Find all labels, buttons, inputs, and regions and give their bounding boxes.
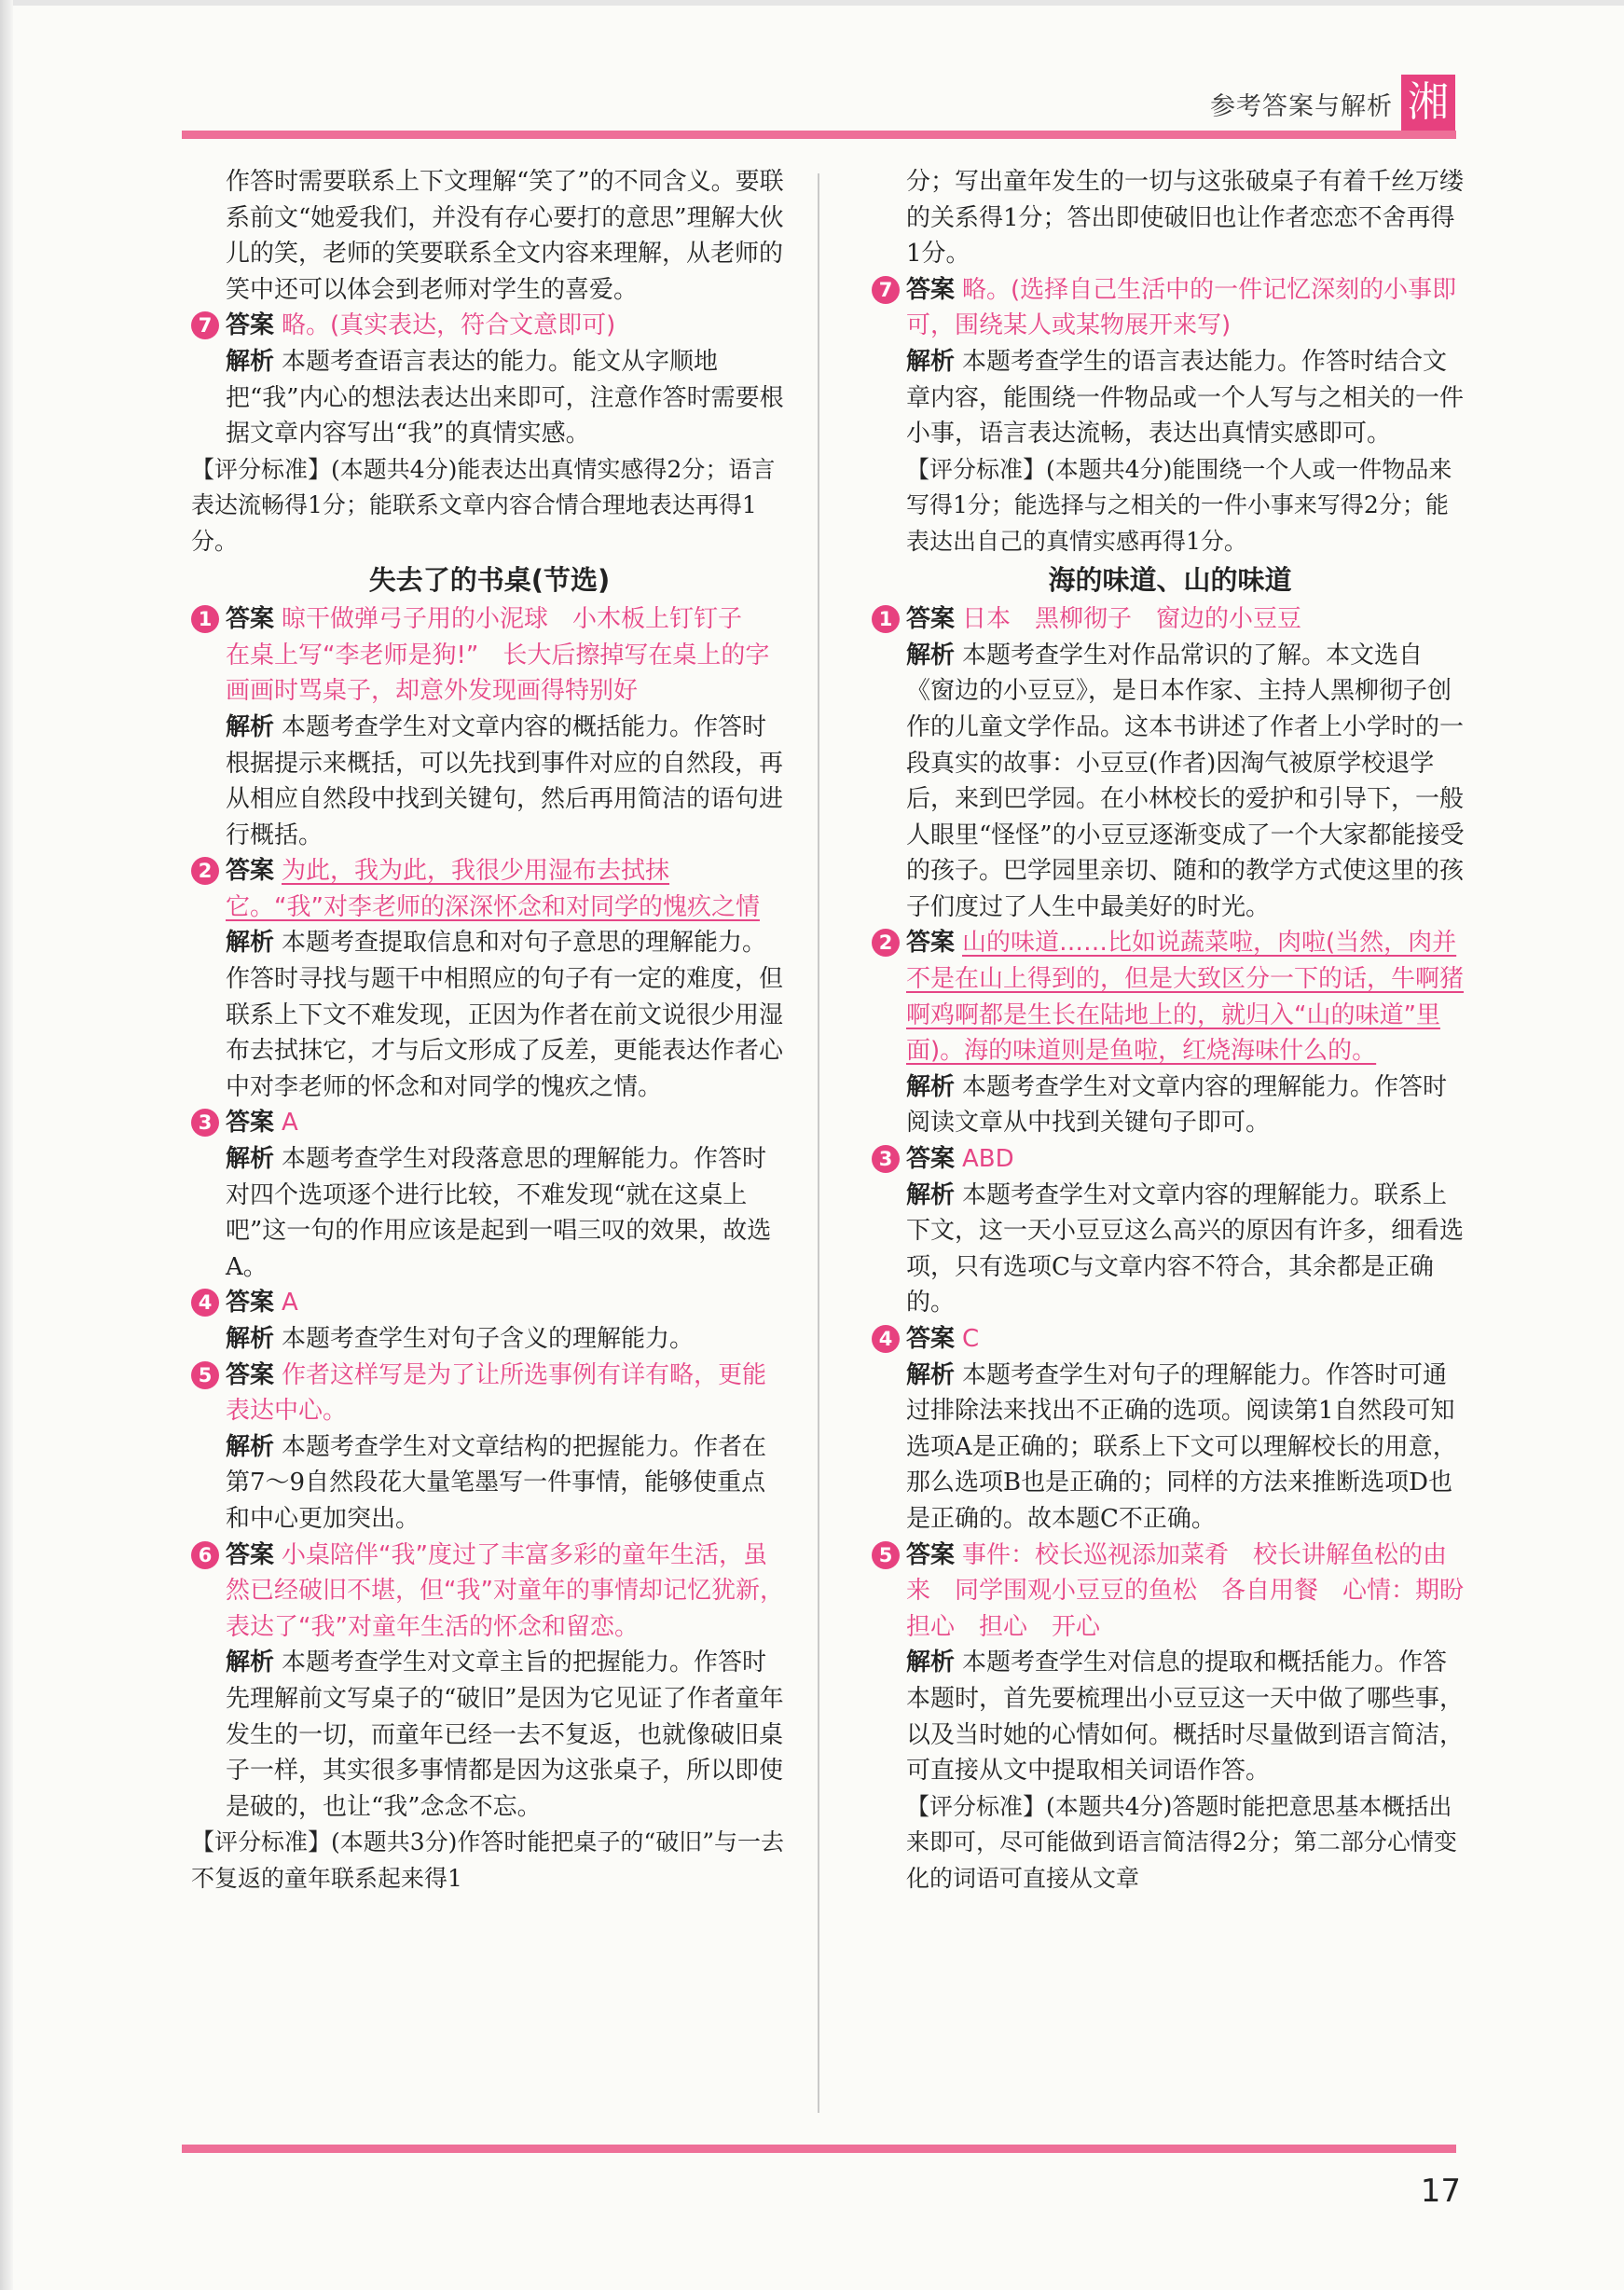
answer-label: 答案	[226, 1289, 275, 1317]
analysis-label: 解析	[226, 712, 275, 741]
left-column	[191, 164, 794, 1897]
question-number-badge: 7	[872, 276, 900, 304]
question-number-badge: 1	[872, 605, 900, 633]
section-title: 失去了的书桌(节选)	[368, 563, 611, 596]
answer-label: 答案	[226, 311, 275, 340]
analysis-label: 解析	[906, 1360, 956, 1389]
column-divider	[818, 173, 819, 2113]
analysis-text: 本题考查学生对作品常识的了解。本文选自《窗边的小豆豆》，是日本作家、主持人黑柳彻子创作的儿童文学作品。这本书讲述了作者上小学时的一段真实的故事：小豆豆(作者)因淘气被原学校退学后，来到巴学园。在小林校长的爱护和引导下，一般人眼里“怪怪”的小豆豆逐渐变成了一个大家都能接受的孩子。巴学园里亲切、随和的教学方式使这里的孩子们度过了人生中最美好的时光。	[906, 641, 1465, 921]
answer-text: 事件：校长巡视添加菜肴 校长讲解鱼松的由来 同学围观小豆豆的鱼松 各自用餐 心情：期盼 担心 担心 开心	[906, 1540, 1489, 1641]
analysis-label: 解析	[226, 1145, 275, 1174]
answer-text: 为此，我为此，我很少用湿布去拭抹它。“我”对李老师的深深怀念和对同学的愧疚之情	[226, 857, 760, 921]
analysis-label: 解析	[226, 1432, 275, 1461]
question-item	[872, 1141, 1468, 1321]
analysis-text: 本题考查提取信息和对句子意思的理解能力。作答时寻找与题干中相照应的句子有一定的难度，但联系上下文不难发现，正因为作者在前文说很少用湿布去拭抹它，才与后文形成了反差，更能表达作者心中对李老师的怀念和对同学的愧疚之情。	[226, 929, 784, 1101]
question-number-badge: 2	[191, 857, 219, 885]
question-item	[191, 1538, 788, 1826]
continued-scoring-standard: 分；写出童年发生的一切与这张破桌子有着千丝万缕的关系得1分；答出即使破旧也让作者恋恋不舍再得1分。	[906, 168, 1465, 269]
answer-label: 答案	[226, 1540, 275, 1569]
question-number-badge: 4	[191, 1289, 219, 1317]
question-item	[191, 853, 788, 1105]
question-item	[872, 1321, 1468, 1538]
answer-text: 晾干做弹弓子用的小泥球 小木板上钉钉子 在桌上写“李老师是狗!” 长大后擦掉写在桌上的字 画画时骂桌子，却意外发现画得特别好	[226, 605, 794, 706]
answer-label: 答案	[906, 1145, 956, 1174]
answer-label: 答案	[906, 605, 956, 634]
analysis-text: 本题考查学生对句子的理解能力。作答时可通过排除法来找出不正确的选项。阅读第1自然段可知选项A是正确的；联系上下文可以理解校长的用意，那么选项B也是正确的；同样的方法来推断选项D也是正确的。故本题C不正确。	[906, 1360, 1457, 1533]
answer-text: C	[962, 1325, 980, 1353]
analysis-text: 本题考查语言表达的能力。能文从字顺地把“我”内心的想法表达出来即可，注意作答时需要根据文章内容写出“我”的真情实感。	[226, 347, 784, 448]
analysis-label: 解析	[906, 1180, 956, 1209]
scoring-standard: 【评分标准】(本题共4分)能表达出真情实感得2分；语言表达流畅得1分；能联系文章内容合情合理地表达再得1分。	[191, 455, 776, 555]
question-number-badge: 5	[191, 1361, 219, 1389]
page-left-edge	[0, 0, 13, 2290]
question-item	[872, 1538, 1489, 1789]
question-number-badge: 3	[872, 1145, 900, 1173]
question-item	[872, 272, 1468, 452]
header-province-mark: 湘	[1401, 75, 1455, 131]
analysis-text: 本题考查学生对句子含义的理解能力。	[282, 1325, 695, 1353]
answer-text: 略。(选择自己生活中的一件记忆深刻的小事即可，围绕某人或某物展开来写)	[906, 275, 1457, 340]
analysis-label: 解析	[226, 1649, 275, 1677]
answer-text: A	[282, 1109, 298, 1138]
scoring-standard: 【评分标准】(本题共4分)答题时能把意思基本概括出来即可，尽可能做到语言简洁得2分；第二部分心情变化的词语可直接从文章	[906, 1792, 1457, 1892]
page-number: 17	[1420, 2173, 1461, 2210]
page-top-edge	[0, 0, 1624, 6]
answer-label: 答案	[906, 275, 956, 304]
question-item	[872, 925, 1468, 1141]
answer-text: ABD	[962, 1145, 1014, 1174]
question-number-badge: 3	[191, 1109, 219, 1137]
right-column	[872, 164, 1489, 1897]
answer-text: 略。(真实表达，符合文意即可)	[282, 311, 616, 340]
footer-rule	[182, 2145, 1456, 2153]
analysis-text: 本题考查学生对文章内容的理解能力。作答时阅读文章从中找到关键句子即可。	[906, 1072, 1448, 1138]
question-number-badge: 7	[191, 311, 219, 339]
analysis-text: 本题考查学生对信息的提取和概括能力。作答本题时，首先要梳理出小豆豆这一天中做了哪些事，以及当时她的心情如何。概括时尽量做到语言简洁，可直接从文中提取相关词语作答。	[906, 1649, 1465, 1786]
answer-text: 作者这样写是为了让所选事例有详有略，更能表达中心。	[226, 1360, 767, 1426]
question-item	[872, 601, 1468, 925]
question-number-badge: 5	[872, 1541, 900, 1569]
answer-label: 答案	[226, 857, 275, 886]
analysis-text: 本题考查学生对文章结构的把握能力。作者在第7～9自然段花大量笔墨写一件事情，能够使重点和中心更加突出。	[226, 1432, 767, 1533]
analysis-text: 本题考查学生对文章内容的理解能力。联系上下文，这一天小豆豆这么高兴的原因有许多，细看选项，只有选项C与文章内容不符合，其余都是正确的。	[906, 1180, 1465, 1317]
question-item	[191, 601, 794, 853]
analysis-label: 解析	[906, 641, 956, 669]
answer-label: 答案	[906, 929, 956, 958]
analysis-label: 解析	[906, 347, 956, 376]
right-question-list	[872, 601, 1489, 1897]
scoring-standard: 【评分标准】(本题共4分)能围绕一个人或一件物品来写得1分；能选择与之相关的一件小事来写得2分；能表达出自己的真情实感再得1分。	[906, 455, 1452, 555]
header-rule	[182, 131, 1456, 139]
section-title: 海的味道、山的味道	[1048, 563, 1292, 596]
analysis-label: 解析	[226, 929, 275, 958]
answer-text: 山的味道……比如说蔬菜啦，肉啦(当然，肉并不是在山上得到的，但是大致区分一下的话，牛啊猪啊鸡啊都是生长在陆地上的，就归入“山的味道”里面)。海的味道则是鱼啦，红烧海味什么的。	[906, 929, 1465, 1066]
analysis-text: 本题考查学生对文章主旨的把握能力。作答时先理解前文写桌子的“破旧”是因为它见证了作者童年发生的一切，而童年已经一去不复返，也就像破旧桌子一样，其实很多事情都是因为这张桌子，所以即使是破的，也让“我”念念不忘。	[226, 1649, 784, 1821]
question-item	[191, 1105, 788, 1285]
analysis-label: 解析	[226, 347, 275, 376]
analysis-text: 本题考查学生对段落意思的理解能力。作答时对四个选项逐个进行比较，不难发现“就在这桌上吧”这一句的作用应该是起到一唱三叹的效果，故选A。	[226, 1145, 772, 1281]
question-item	[191, 1285, 788, 1357]
answer-label: 答案	[906, 1325, 956, 1353]
answer-text: A	[282, 1289, 298, 1317]
question-number-badge: 2	[872, 929, 900, 957]
answer-label: 答案	[906, 1540, 956, 1569]
analysis-label: 解析	[906, 1649, 956, 1677]
answer-label: 答案	[226, 605, 275, 634]
header-title: 参考答案与解析	[1210, 92, 1393, 121]
answer-label: 答案	[226, 1109, 275, 1138]
analysis-text: 本题考查学生对文章内容的概括能力。作答时根据提示来概括，可以先找到事件对应的自然段，再从相应自然段中找到关键句，然后再用简洁的语句进行概括。	[226, 712, 784, 849]
question-item	[191, 308, 788, 451]
question-number-badge: 6	[191, 1541, 219, 1569]
question-item	[191, 1358, 788, 1538]
left-question-list	[191, 601, 794, 1897]
continued-analysis: 作答时需要联系上下文理解“笑了”的不同含义。要联系前文“她爱我们，并没有存心要打的意思”理解大伙儿的笑，老师的笑要联系全文内容来理解，从老师的笑中还可以体会到老师对学生的喜爱。	[226, 168, 784, 304]
answer-text: 小桌陪伴“我”度过了丰富多彩的童年生活，虽然已经破旧不堪，但“我”对童年的事情却记忆犹新，表达了“我”对童年生活的怀念和留恋。	[226, 1540, 784, 1641]
question-number-badge: 1	[191, 605, 219, 633]
analysis-label: 解析	[226, 1325, 275, 1353]
answer-text: 日本 黑柳彻子 窗边的小豆豆	[962, 605, 1302, 634]
question-number-badge: 4	[872, 1325, 900, 1353]
scoring-standard: 【评分标准】(本题共3分)作答时能把桌子的“破旧”与一去不复返的童年联系起来得1	[191, 1828, 784, 1892]
analysis-text: 本题考查学生的语言表达能力。作答时结合文章内容，能围绕一件物品或一个人写与之相关的一件小事，语言表达流畅，表达出真情实感即可。	[906, 347, 1465, 448]
analysis-label: 解析	[906, 1072, 956, 1101]
answer-label: 答案	[226, 1360, 275, 1389]
